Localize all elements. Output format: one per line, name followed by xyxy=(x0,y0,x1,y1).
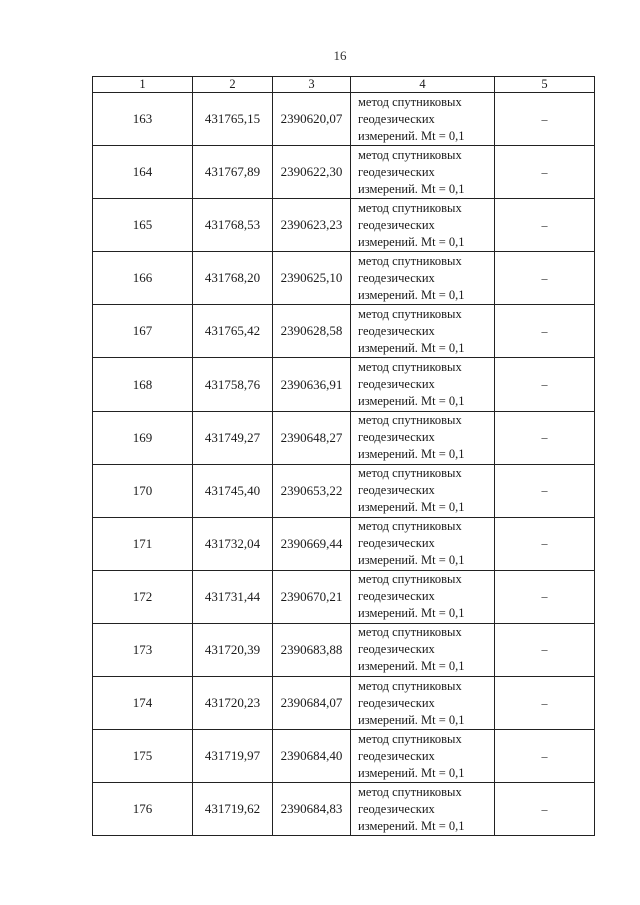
x-coordinate-cell: 431768,53 xyxy=(193,199,273,252)
x-coordinate-cell: 431765,42 xyxy=(193,305,273,358)
x-coordinate-cell: 431719,62 xyxy=(193,783,273,836)
point-number-cell: 169 xyxy=(93,411,193,464)
column-header-3: 3 xyxy=(273,77,351,93)
y-coordinate-cell: 2390683,88 xyxy=(273,623,351,676)
point-number-cell: 175 xyxy=(93,730,193,783)
point-number-cell: 166 xyxy=(93,252,193,305)
point-number-cell: 173 xyxy=(93,623,193,676)
point-number-cell: 164 xyxy=(93,146,193,199)
method-cell: метод спутниковых геодезических измерений. Mt = 0,1 xyxy=(351,411,495,464)
y-coordinate-cell: 2390628,58 xyxy=(273,305,351,358)
point-number-cell: 171 xyxy=(93,517,193,570)
x-coordinate-cell: 431731,44 xyxy=(193,570,273,623)
note-cell: – xyxy=(495,252,595,305)
note-cell: – xyxy=(495,93,595,146)
note-cell: – xyxy=(495,730,595,783)
table-row xyxy=(93,730,595,783)
method-cell: метод спутниковых геодезических измерений. Mt = 0,1 xyxy=(351,146,495,199)
note-cell: – xyxy=(495,464,595,517)
point-number-cell: 176 xyxy=(93,783,193,836)
note-cell: – xyxy=(495,305,595,358)
table-row xyxy=(93,677,595,730)
column-header-2: 2 xyxy=(193,77,273,93)
method-cell: метод спутниковых геодезических измерений. Mt = 0,1 xyxy=(351,358,495,411)
point-number-cell: 172 xyxy=(93,570,193,623)
point-number-cell: 167 xyxy=(93,305,193,358)
column-header-4: 4 xyxy=(351,77,495,93)
point-number-cell: 165 xyxy=(93,199,193,252)
x-coordinate-cell: 431720,23 xyxy=(193,677,273,730)
y-coordinate-cell: 2390670,21 xyxy=(273,570,351,623)
table-row xyxy=(93,93,595,146)
note-cell: – xyxy=(495,199,595,252)
x-coordinate-cell: 431720,39 xyxy=(193,623,273,676)
method-cell: метод спутниковых геодезических измерений. Mt = 0,1 xyxy=(351,517,495,570)
x-coordinate-cell: 431732,04 xyxy=(193,517,273,570)
table-body xyxy=(93,93,595,836)
table-row xyxy=(93,623,595,676)
method-cell: метод спутниковых геодезических измерений. Mt = 0,1 xyxy=(351,623,495,676)
method-cell: метод спутниковых геодезических измерений. Mt = 0,1 xyxy=(351,570,495,623)
point-number-cell: 174 xyxy=(93,677,193,730)
method-cell: метод спутниковых геодезических измерений. Mt = 0,1 xyxy=(351,730,495,783)
y-coordinate-cell: 2390622,30 xyxy=(273,146,351,199)
x-coordinate-cell: 431745,40 xyxy=(193,464,273,517)
y-coordinate-cell: 2390648,27 xyxy=(273,411,351,464)
method-cell: метод спутниковых геодезических измерений. Mt = 0,1 xyxy=(351,677,495,730)
x-coordinate-cell: 431765,15 xyxy=(193,93,273,146)
table-header xyxy=(93,77,595,93)
header-row xyxy=(93,77,595,93)
note-cell: – xyxy=(495,517,595,570)
method-cell: метод спутниковых геодезических измерений. Mt = 0,1 xyxy=(351,464,495,517)
note-cell: – xyxy=(495,411,595,464)
y-coordinate-cell: 2390636,91 xyxy=(273,358,351,411)
column-header-5: 5 xyxy=(495,77,595,93)
point-number-cell: 168 xyxy=(93,358,193,411)
note-cell: – xyxy=(495,783,595,836)
y-coordinate-cell: 2390623,23 xyxy=(273,199,351,252)
y-coordinate-cell: 2390625,10 xyxy=(273,252,351,305)
x-coordinate-cell: 431758,76 xyxy=(193,358,273,411)
method-cell: метод спутниковых геодезических измерений. Mt = 0,1 xyxy=(351,783,495,836)
method-cell: метод спутниковых геодезических измерений. Mt = 0,1 xyxy=(351,93,495,146)
note-cell: – xyxy=(495,146,595,199)
method-cell: метод спутниковых геодезических измерений. Mt = 0,1 xyxy=(351,199,495,252)
y-coordinate-cell: 2390684,40 xyxy=(273,730,351,783)
method-cell: метод спутниковых геодезических измерений. Mt = 0,1 xyxy=(351,305,495,358)
table-row xyxy=(93,252,595,305)
x-coordinate-cell: 431749,27 xyxy=(193,411,273,464)
coordinates-table xyxy=(92,76,595,836)
note-cell: – xyxy=(495,623,595,676)
point-number-cell: 163 xyxy=(93,93,193,146)
note-cell: – xyxy=(495,677,595,730)
table-row xyxy=(93,464,595,517)
table-row xyxy=(93,146,595,199)
table-row xyxy=(93,411,595,464)
note-cell: – xyxy=(495,570,595,623)
y-coordinate-cell: 2390669,44 xyxy=(273,517,351,570)
table-row xyxy=(93,199,595,252)
table-row xyxy=(93,517,595,570)
column-header-1: 1 xyxy=(93,77,193,93)
y-coordinate-cell: 2390620,07 xyxy=(273,93,351,146)
x-coordinate-cell: 431767,89 xyxy=(193,146,273,199)
y-coordinate-cell: 2390684,83 xyxy=(273,783,351,836)
y-coordinate-cell: 2390684,07 xyxy=(273,677,351,730)
x-coordinate-cell: 431719,97 xyxy=(193,730,273,783)
table-row xyxy=(93,570,595,623)
page-number: 16 xyxy=(333,48,347,63)
y-coordinate-cell: 2390653,22 xyxy=(273,464,351,517)
x-coordinate-cell: 431768,20 xyxy=(193,252,273,305)
table-row xyxy=(93,783,595,836)
table-row xyxy=(93,305,595,358)
method-cell: метод спутниковых геодезических измерений. Mt = 0,1 xyxy=(351,252,495,305)
table-row xyxy=(93,358,595,411)
note-cell: – xyxy=(495,358,595,411)
point-number-cell: 170 xyxy=(93,464,193,517)
